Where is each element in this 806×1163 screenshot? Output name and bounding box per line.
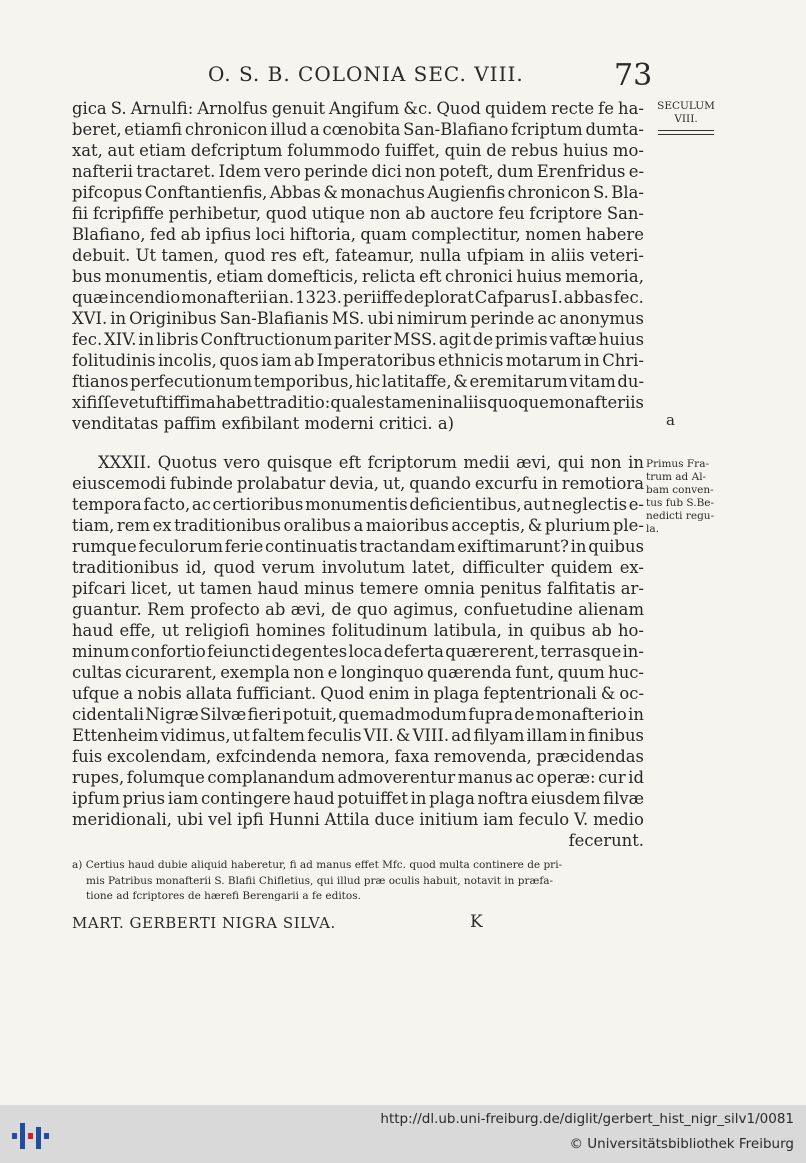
margin-note-line: bam conven- [646, 484, 714, 496]
text-line: ufque a nobis allata fufficiant. Quod enim in plaga feptentrionali & oc- [72, 684, 644, 703]
library-logo-icon [10, 1115, 50, 1155]
margin-note-line: la. [646, 523, 659, 535]
text-line: beret, etiamfi chronicon illud a cœnobita San-Blafiano fcriptum dumta- [72, 120, 644, 139]
paragraph-2 [72, 452, 644, 851]
text-line: xifiſſe vetuftiffima habet traditio: quales tamen in aliis quoque monafteriis [72, 393, 644, 412]
text-line: bus monumentis, etiam domefticis, relicta eft chronici huius memoria, [72, 267, 644, 286]
footnote-line: mis Patribus monafterii S. Blafii Chifletius, qui illud præ oculis habuit, notavit in præfa- [86, 874, 554, 887]
permalink-link[interactable]: http://dl.ub.uni-freiburg.de/diglit/gerbert_hist_nigr_silv1/0081 [380, 1111, 794, 1127]
footnote-line: a) Certius haud dubie aliquid haberetur, fi ad manus effet Mfc. quod multa continere de pri- [72, 859, 563, 871]
margin-note-line: Primus Fra- [646, 458, 709, 470]
footnote [72, 858, 652, 905]
page-number: 73 [614, 58, 653, 93]
text-line: traditionibus id, quod verum involutum latet, difficulter quidem ex- [72, 558, 644, 577]
text-line: tempora facto, ac certioribus monumentis deficientibus, aut neglectis e- [72, 495, 644, 514]
text-line: tiam, rem ex traditionibus oralibus a maioribus acceptis, & plurium ple- [72, 516, 644, 535]
text-line: eiuscemodi fubinde prolabatur devia, ut, quando excurfu in remotiora [72, 474, 644, 493]
text-line: fuis excolendam, exfcindenda nemora, faxa removenda, præcidendas [72, 747, 644, 766]
text-line: minum confortio feiuncti degentes loca deferta quærerent, terrasque in- [72, 642, 644, 661]
text-line: folitudinis incolis, quos iam ab Imperatoribus ethnicis motarum in Chri- [72, 351, 644, 370]
text-line: Ettenheim vidimus, ut faltem feculis VII. & VIII. ad filyam illam in finibus [72, 726, 644, 745]
text-line: fii fcripfiffe perhibetur, quod utique non ab auctore feu fcriptore San- [72, 204, 644, 223]
text-line: fecerunt. [568, 831, 644, 850]
text-line: XXXII. Quotus vero quisque eft fcriptorum medii ævi, qui non in [98, 453, 644, 472]
text-line: venditatas paffim exfibilant moderni critici. a) [72, 414, 455, 433]
margin-note-line: SECULUM [657, 100, 715, 112]
text-line: gica S. Arnulfi: Arnolfus genuit Angifum &c. Quod quidem recte fe ha- [72, 99, 644, 118]
text-line: meridionali, ubi vel ipfi Hunni Attila duce initium iam feculo V. medio [72, 810, 644, 829]
running-head: O. S. B. COLONIA SEC. VIII. [208, 62, 524, 86]
text-line: rumque feculorum ferie continuatis tractandam exiftimarunt? in quibus [72, 537, 644, 556]
signature-line: MART. GERBERTI NIGRA SILVA. [72, 914, 336, 932]
signature-letter: K [470, 912, 483, 932]
text-line: rupes, folumque complanandum admoverentur manus ac operæ: cur id [72, 768, 644, 787]
text-line: XVI. in Originibus San-Blafianis MS. ubi nimirum perinde ac anonymus [72, 309, 644, 328]
text-line: cidentali Nigræ Silvæ fieri potuit, quemadmodum fupra de monafterio in [72, 705, 644, 724]
margin-note-seculum [655, 100, 717, 135]
text-line: nafterii tractaret. Idem vero perinde dici non poteft, dum Erenfridus e- [72, 162, 644, 181]
text-line: cultas cicurarent, exempla non e longinquo quærenda funt, quum huc- [72, 663, 644, 682]
text-line: xat, aut etiam defcriptum folummodo fuiffet, quin de rebus huius mo- [72, 141, 644, 160]
text-line: guantur. Rem profecto ab ævi, de quo agimus, confuetudine alienam [72, 600, 644, 619]
margin-note-line: tus fub S.Be- [646, 497, 715, 509]
footnote-line: tione ad fcriptores de hærefi Berengarii a fe editos. [86, 890, 361, 902]
viewer-footer [0, 1105, 806, 1163]
margin-note-line: VIII. [674, 113, 698, 125]
text-line: fec. XIV. in libris Conftructionum pariter MSS. agit de primis vaftæ huius [72, 330, 644, 349]
paragraph-1 [72, 98, 644, 434]
margin-footnote-marker: a [666, 411, 675, 429]
text-line: Blafiano, fed ab ipfius loci hiftoria, quam complectitur, nomen habere [72, 225, 644, 244]
text-line: debuit. Ut tamen, quod res eft, fateamur, nulla ufpiam in aliis veteri- [72, 246, 644, 265]
margin-note-line: nedicti regu- [646, 510, 715, 522]
page-header [0, 60, 806, 100]
text-line: quæ incendio monafterii an. 1323. periiffe deplorat Cafparus I. abbas fec. [72, 288, 644, 307]
copyright-text: © Universitätsbibliothek Freiburg [569, 1136, 794, 1152]
text-line: pifcopus Conftantienfis, Abbas & monachus Augienfis chronicon S. Bla- [72, 183, 644, 202]
text-line: ftianos perfecutionum temporibus, hic latitaffe, & eremitarum vitam du- [72, 372, 644, 391]
text-line: pifcari licet, ut tamen haud minus temere omnia penitus falfitatis ar- [72, 579, 644, 598]
margin-note-primus [646, 458, 726, 536]
text-line: haud effe, ut religiofi homines folitudinum latibula, in quibus ab ho- [72, 621, 644, 640]
text-line: ipfum prius iam contingere haud potuiffet in plaga noftra eiusdem filvæ [72, 789, 644, 808]
margin-note-line: trum ad Al- [646, 471, 707, 483]
double-rule-divider [658, 130, 714, 135]
